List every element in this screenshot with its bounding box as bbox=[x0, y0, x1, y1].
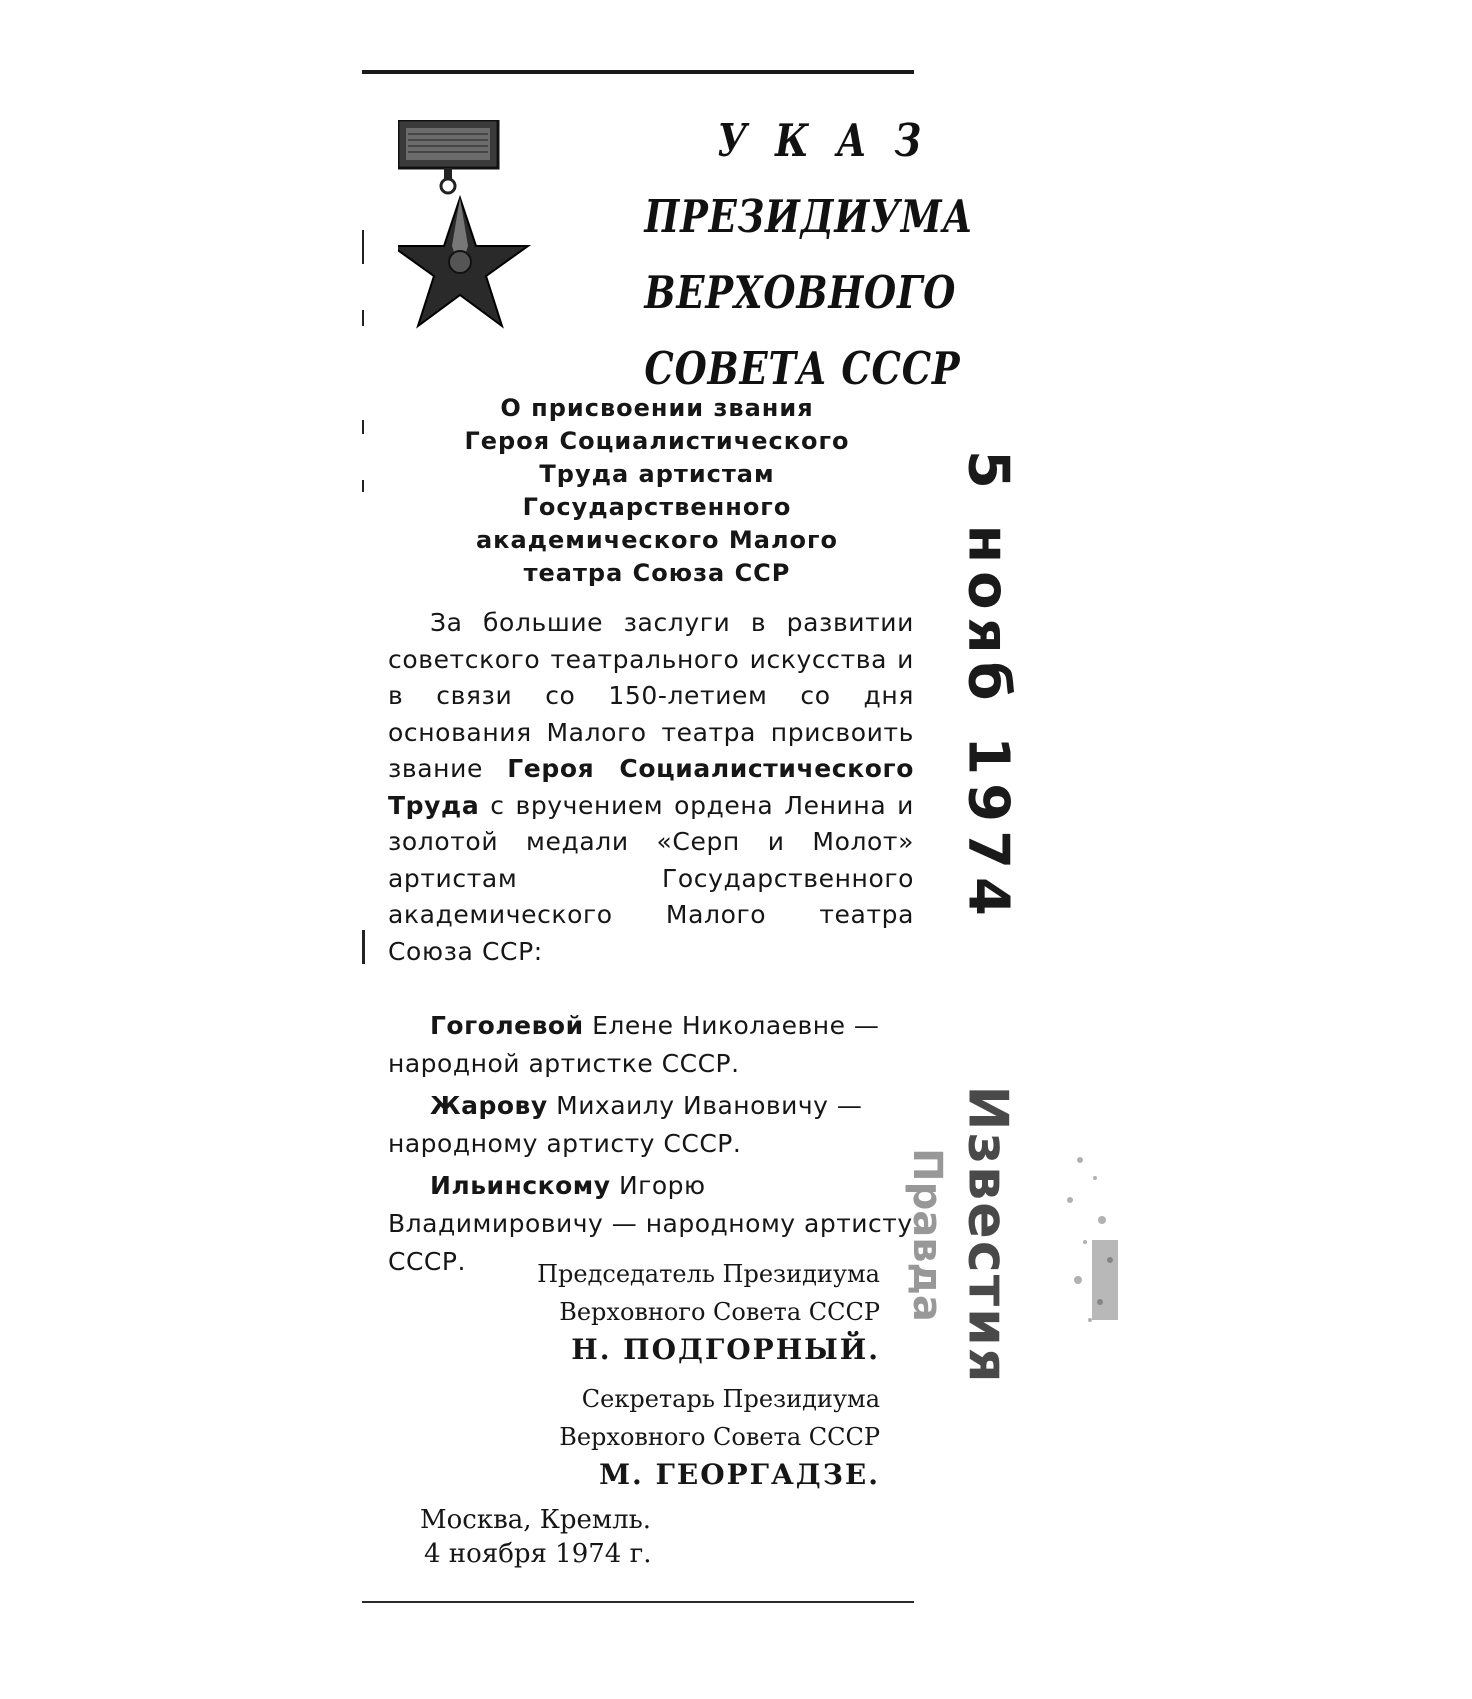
list-item bbox=[388, 1007, 914, 1083]
newspaper-stamp-text: Известия bbox=[956, 1085, 1020, 1385]
signatory-name: Н. ПОДГОРНЫЙ. bbox=[571, 1333, 880, 1366]
hero-star-medal-icon bbox=[398, 120, 573, 370]
bottom-rule bbox=[362, 1601, 914, 1603]
body-text: с вручением ордена Ленина и золотой медали «Серп и Молот» артистам Государственного академического Малого театра Союза ССР: bbox=[388, 790, 914, 966]
signatory-name: М. ГЕОРГАДЗЕ. bbox=[599, 1458, 880, 1491]
newspaper-stamp-faint-text: Правда bbox=[904, 1148, 950, 1322]
body-bold-text: Героя Социалистического Труда bbox=[388, 754, 914, 820]
decree-subheading bbox=[400, 392, 914, 590]
signatory-title: Верховного Совета СССР bbox=[559, 1298, 880, 1326]
subhead-line: Государственного bbox=[522, 493, 792, 521]
subhead-line: академического Малого bbox=[475, 526, 839, 554]
awardee-surname: Ильинскому bbox=[430, 1171, 611, 1200]
awardee-surname: Жарову bbox=[430, 1091, 548, 1120]
place-city: Москва, Кремль. bbox=[420, 1505, 652, 1535]
signatory-title: Председатель Президиума bbox=[537, 1260, 880, 1288]
awardee-details: Елене Николаевне — народной артистке СССР. bbox=[388, 1011, 880, 1078]
decree-body bbox=[388, 605, 914, 970]
decree-title bbox=[585, 103, 974, 407]
title-line-presidium: ПРЕЗИДИУМА bbox=[644, 190, 974, 243]
top-rule bbox=[362, 70, 914, 74]
chairman-signature bbox=[420, 1255, 880, 1369]
title-line-supreme: ВЕРХОВНОГО bbox=[644, 266, 957, 319]
title-line-ukaz: УКАЗ bbox=[717, 114, 949, 167]
ink-smudge-icon bbox=[1040, 1130, 1130, 1330]
place-date: 4 ноября 1974 г. bbox=[424, 1539, 652, 1569]
signatory-title: Верховного Совета СССР bbox=[559, 1423, 880, 1451]
awardee-surname: Гоголевой bbox=[430, 1011, 584, 1040]
list-item bbox=[388, 1087, 914, 1163]
decree-paragraph bbox=[388, 605, 914, 970]
date-stamp bbox=[955, 449, 1021, 925]
place-and-date bbox=[420, 1503, 651, 1571]
subhead-line: О присвоении звания bbox=[500, 394, 814, 422]
body-text: За большие заслуги в развитии советского театрального искусства и в связи со 150-летием со дня основания Малого театра присвоить звание bbox=[388, 608, 914, 783]
margin-specks bbox=[362, 230, 366, 1530]
subhead-line: Героя Социалистического bbox=[464, 427, 850, 455]
awardee-details: Игорю Владимировичу — народному артисту СССР. bbox=[388, 1171, 913, 1276]
newspaper-stamp-faint bbox=[905, 1120, 949, 1350]
signatory-title: Секретарь Президиума bbox=[581, 1385, 880, 1413]
subhead-line: театра Союза ССР bbox=[523, 559, 791, 587]
secretary-signature bbox=[420, 1380, 880, 1494]
awardee-details: Михаилу Ивановичу — народному артисту СССР. bbox=[388, 1091, 863, 1158]
awardee-list bbox=[388, 1007, 914, 1285]
newspaper-stamp bbox=[958, 1085, 1018, 1385]
date-stamp-text: 5 нояб 1974 bbox=[955, 449, 1021, 925]
subhead-line: Труда артистам bbox=[539, 460, 775, 488]
title-line-council: СОВЕТА СССР bbox=[644, 342, 961, 395]
